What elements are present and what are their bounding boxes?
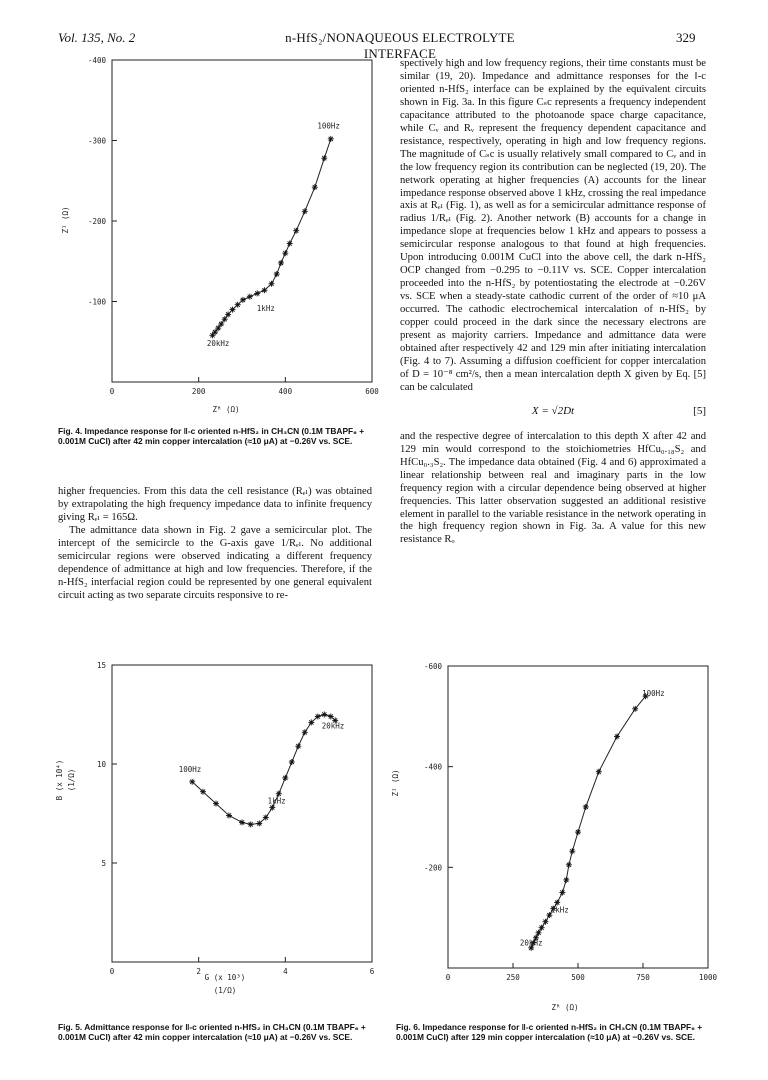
fig4-data-point: [282, 250, 288, 256]
fig5-y-tick-label: 10: [96, 760, 106, 769]
fig6-data-point: [536, 930, 542, 936]
fig6-data-point: [543, 919, 549, 925]
fig5-data-point: [226, 813, 232, 819]
fig4-frequency-label: 100Hz: [317, 121, 340, 131]
fig4-data-point: [312, 184, 318, 190]
fig6-plot-frame: [448, 666, 708, 968]
fig5-data-point: [189, 779, 195, 785]
fig5-series-line: [192, 715, 335, 825]
fig5-plot-frame: [112, 665, 372, 962]
figure-4-caption: Fig. 4. Impedance response for ‖-c oriented n-HfS₂ in CH₃CN (0.1M TBAPF₆ + 0.001M CuCl) after 42 min copper intercalation (≈10 μA) at −0.26V vs. SCE.: [58, 426, 365, 447]
fig4-y-tick-label: -200: [87, 217, 106, 226]
fig4-data-point: [247, 294, 253, 300]
fig4-frequency-label: 20kHz: [206, 338, 230, 348]
paragraph: higher frequencies. From this data the cell resistance (Rₑₗ) was obtained by extrapolating the high frequency impedance data to infinite frequency giving Rₑₗ = 165Ω.: [58, 486, 372, 523]
fig4-plot-frame: [112, 60, 372, 382]
fig6-data-point: [569, 848, 575, 854]
figure-5-caption: Fig. 5. Admittance response for ‖-c oriented n-HfS₂ in CH₃CN (0.1M TBAPF₆ + 0.001M CuCl) after 42 min copper intercalation (≈10 μA) at −0.26V vs. SCE.: [58, 1022, 366, 1043]
fig5-data-point: [263, 815, 269, 821]
equation-text: X = √2Dt: [531, 404, 575, 417]
fig5-data-point: [295, 743, 301, 749]
fig6-y-tick-label: -400: [423, 762, 442, 772]
fig5-x-axis-unit: (1/Ω): [213, 986, 237, 995]
equation-number: [5]: [693, 404, 706, 417]
fig5-frequency-label: 1kHz: [267, 796, 286, 806]
fig6-y-axis-label: Zᴵ (Ω): [391, 769, 400, 797]
running-head-title: n-HfS₂/NONAQUEOUS ELECTROLYTE INTERFACE: [285, 30, 515, 61]
paragraph: spectively high and low frequency regions, their time constants must be similar (19, 20). Impedance and admittance responses for the ‖-c oriented n-HfS₂ interface can be explained by the equivalent circuits shown in Fig. 3a. In this figure Cₛc represents a frequency independent capacitance attributed to the photoanode space charge capacitance, while Cᵥ and Rᵥ represent the frequency dependent capacitance and resistance, respectively, operating in high and low frequency regions. The magnitude of Cₛc is usually relatively small compared to Cᵥ and in the low frequency region its contribution can be neglected (19, 20). The network operating at higher frequencies (A) accounts for the linear impedance response observed above 1 kHz, crossing the real impedance axis at Rₑₗ (Fig. 1), as well as for a semicircular admittance response of radius 1/Rₑₗ (Fig. 2). Another network (B) accounts for a change in impedance slope at frequencies below 1 kHz and appears to possess a semicircular response analogous to that found at high frequencies. Upon introducing 0.001M CuCl into the above cell, the dark n-HfS₂ OCP changed from −0.295 to −0.11V vs. SCE. Copper intercalation proceeded into the n-HfS₂ by potentiostating the electrode at −0.26V vs. SCE when a steady-state cathodic current of the order of ≈10 μA occurred. The cathodic electrochemical intercalation of n-HfS₂ by copper could proceed in the dark since the necessary electrons are present as majority carriers. Impedance and admittance data were obtained after respectively 42 and 129 min after initiating intercalation (Fig. 4 to 7). Assuming a diffusion coefficient for copper intercalation of D = 10⁻⁸ cm²/s, then a mean intercalation depth X given by Eq. [5] can be calculated: [400, 58, 706, 393]
fig6-data-point: [563, 877, 569, 883]
fig5-data-point: [289, 759, 295, 765]
fig6-y-tick-label: -600: [423, 662, 442, 671]
fig4-data-point: [302, 208, 308, 214]
fig5-x-tick-label: 6: [369, 967, 375, 976]
fig5-data-point: [282, 775, 288, 781]
fig5-data-point: [321, 712, 327, 718]
fig4-x-axis-label: Zᴿ (Ω): [212, 405, 240, 414]
fig5-x-tick-label: 0: [109, 967, 115, 976]
figure-6-caption: Fig. 6. Impedance response for ‖-c oriented n-HfS₂ in CH₃CN (0.1M TBAPF₆ + 0.001M CuCl) after 129 min copper intercalation (≈10 μA) at −0.26V vs. SCE.: [396, 1022, 703, 1043]
fig6-x-tick-label: 0: [445, 973, 451, 982]
fig5-data-point: [256, 820, 262, 826]
fig4-y-tick-label: -300: [87, 136, 106, 146]
paragraph: and the respective degree of intercalation to this depth X after 42 and 129 min would correspond to the stoichiometries HfCu₀.₁₈S₂ and HfCu₀.₃S₂. The impedance data obtained (Fig. 4 and 6) approximated a linear relationship between real and imaginary parts in the low frequency region with a circular dependence being observed at higher frequencies. This latter observation suggested an additional resistive element in parallel to the variable resistance in the network operating in the high frequency region shown in Fig. 3a. A value for this new resistance Rₒ: [400, 430, 706, 546]
fig6-data-point: [596, 769, 602, 775]
fig6-series-line: [531, 696, 645, 948]
fig6-data-point: [632, 706, 638, 712]
fig5-data-point: [248, 821, 254, 827]
page-number: 329: [676, 30, 696, 45]
fig4-x-tick-label: 200: [191, 387, 206, 396]
fig5-x-tick-label: 4: [283, 967, 288, 976]
fig6-x-tick-label: 1000: [698, 973, 718, 982]
fig6-data-point: [614, 734, 620, 740]
fig4-data-point: [254, 290, 260, 296]
fig4-data-point: [274, 271, 280, 277]
fig6-frequency-label: 20kHz: [519, 938, 543, 948]
fig5-y-tick-label: 5: [101, 859, 106, 868]
fig4-y-tick-label: -400: [87, 56, 106, 65]
fig6-data-point: [575, 829, 581, 835]
fig6-data-point: [583, 804, 589, 810]
fig6-x-tick-label: 500: [571, 973, 585, 982]
fig4-frequency-label: 1kHz: [256, 304, 275, 314]
fig5-y-tick-label: 15: [96, 661, 106, 670]
fig4-data-point: [278, 260, 284, 266]
fig5-frequency-label: 20kHz: [321, 721, 345, 731]
fig5-x-axis-label: G (x 10³): [204, 973, 246, 982]
fig5-x-tick-label: 2: [196, 967, 201, 976]
fig5-data-point: [302, 729, 308, 735]
fig5-y-axis-unit: (1/Ω): [67, 768, 76, 792]
fig6-y-tick-label: -200: [423, 863, 442, 873]
fig4-x-tick-label: 0: [109, 387, 115, 396]
fig4-y-axis-label: Zᴵ (Ω): [61, 206, 70, 234]
fig5-data-point: [200, 789, 206, 795]
fig5-data-point: [308, 719, 314, 725]
fig5-data-point: [315, 714, 321, 720]
fig6-data-point: [539, 925, 545, 931]
fig6-data-point: [559, 890, 565, 896]
fig6-x-tick-label: 750: [636, 973, 650, 982]
fig5-data-point: [239, 819, 245, 825]
fig4-data-point: [293, 228, 299, 234]
fig6-x-tick-label: 250: [506, 973, 520, 982]
fig4-data-point: [321, 155, 327, 161]
running-head-volume: Vol. 135, No. 2: [58, 30, 136, 45]
fig4-x-tick-label: 600: [365, 387, 379, 396]
fig5-data-point: [213, 801, 219, 807]
fig4-x-tick-label: 400: [278, 387, 293, 396]
fig6-data-point: [566, 862, 572, 868]
fig4-y-tick-label: -100: [87, 297, 106, 307]
fig6-frequency-label: 100Hz: [642, 689, 665, 699]
fig5-y-axis-label: B (x 10⁴): [55, 759, 64, 801]
fig4-data-point: [328, 136, 334, 142]
paragraph: The admittance data shown in Fig. 2 gave a semicircular plot. The intercept of the semicircle to the G-axis gave 1/Rₑₗ. No additional semicircular regions were observed indicating a different frequency dependence of admittance at high and low frequencies. Therefore, if the n-HfS₂ interfacial region could be represented by one general equivalent circuit acting as two separate circuits responsive to re-: [58, 524, 372, 601]
fig6-frequency-label: 1kHz: [550, 905, 569, 915]
fig4-data-point: [287, 241, 293, 247]
fig6-x-axis-label: Zᴿ (Ω): [551, 1003, 579, 1012]
fig5-frequency-label: 100Hz: [178, 764, 202, 774]
